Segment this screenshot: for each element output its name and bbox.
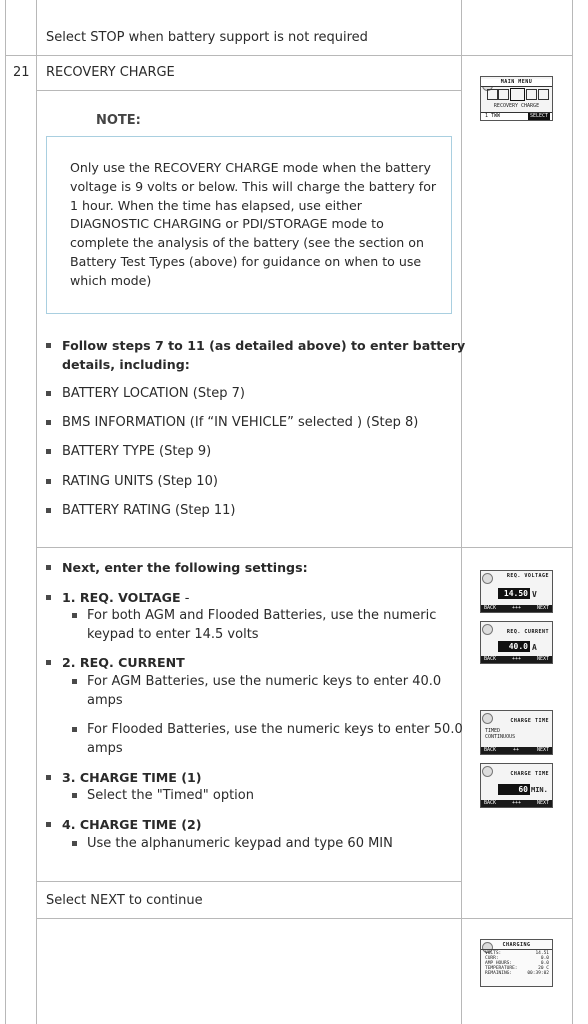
instruction-line: amps — [87, 741, 123, 756]
list-item: BATTERY RATING (Step 11) — [62, 503, 236, 518]
charge-time-value-screen — [480, 763, 553, 808]
charging-labels — [485, 951, 518, 976]
screen-title: CHARGING — [481, 942, 552, 950]
req-voltage-screen — [480, 570, 553, 613]
screen-title: REQ. CURRENT — [506, 629, 549, 635]
note-line: DIAGNOSTIC CHARGING or PDI/STORAGE mode to — [70, 216, 384, 232]
footer-left: 1 TWW — [485, 113, 501, 119]
subrow-divider — [36, 547, 573, 548]
follow-line: Follow steps 7 to 11 (as detailed above) to enter battery — [62, 338, 466, 353]
screen-footer — [481, 747, 552, 754]
stat-value: 0.0 — [540, 956, 549, 961]
menu-icon-box — [526, 89, 537, 100]
current-agm-instruction — [87, 672, 441, 710]
row-divider — [5, 55, 573, 56]
screen-footer — [481, 605, 552, 612]
stat-label: TEMPERATURE: — [485, 966, 518, 971]
bullet-icon — [46, 391, 51, 396]
follow-line: details, including: — [62, 357, 190, 372]
back-key: BACK — [484, 656, 497, 662]
charge-time-value: 60 — [498, 784, 530, 795]
note-line: which mode) — [70, 272, 152, 288]
mid-key: +++ — [512, 605, 522, 611]
follow-steps-text — [62, 336, 465, 374]
table-outer-left — [5, 0, 6, 1024]
note-line: 1 hour. When the time has elapsed, use either — [70, 197, 362, 213]
instruction-line: For both AGM and Flooded Batteries, use the numeric — [87, 608, 437, 623]
bullet-icon — [46, 595, 51, 600]
next-key: NEXT — [536, 605, 549, 611]
charge-time-unit: MIN. — [531, 786, 548, 794]
main-menu-screen — [480, 76, 553, 121]
screen-title: REQ. VOLTAGE — [506, 573, 549, 579]
back-key: BACK — [484, 605, 497, 611]
bullet-icon — [72, 841, 77, 846]
bullet-icon — [46, 660, 51, 665]
bullet-icon — [72, 613, 77, 618]
bullet-icon — [46, 822, 51, 827]
bullet-icon — [46, 508, 51, 513]
menu-icon-box — [487, 89, 498, 100]
stat-value: 00:39:02 — [527, 971, 549, 976]
current-value: 40.0 — [498, 641, 530, 652]
stat-label: VOLTS: — [485, 951, 502, 956]
step-title: RECOVERY CHARGE — [46, 65, 175, 80]
note-text — [70, 159, 445, 291]
stat-value: 14.51 — [535, 951, 549, 956]
screen-title: CHARGE TIME — [510, 718, 549, 724]
bullet-icon — [46, 343, 51, 348]
instruction-line: keypad to enter 14.5 volts — [87, 627, 259, 642]
menu-icon-selected — [510, 88, 525, 101]
stat-label: AMP HOURS: — [485, 961, 513, 966]
bullet-icon — [72, 727, 77, 732]
note-line: voltage is 9 volts or below. This will charge the battery for — [70, 178, 437, 194]
bullet-icon — [46, 449, 51, 454]
current-flooded-instruction — [87, 720, 463, 758]
footer-right: SELECT — [529, 113, 548, 119]
step-number: 21 — [13, 65, 30, 80]
note-line: Only use the RECOVERY CHARGE mode when the battery — [70, 160, 431, 175]
next-key: NEXT — [536, 656, 549, 662]
current-label: 2. REQ. CURRENT — [62, 655, 185, 670]
instruction-line: For Flooded Batteries, use the numeric keys to enter 50.0 — [87, 722, 463, 737]
note-label: NOTE: — [96, 113, 141, 128]
req-current-screen — [480, 621, 553, 664]
screen-caption: RECOVERY CHARGE — [493, 103, 540, 109]
voltage-label: 1. REQ. VOLTAGE — [62, 590, 181, 605]
mid-key: +++ — [512, 656, 522, 662]
next-key: NEXT — [536, 747, 549, 753]
bullet-icon — [46, 479, 51, 484]
bullet-icon — [46, 565, 51, 570]
table-number-col-rule — [36, 0, 37, 1024]
next-key: NEXT — [536, 800, 549, 806]
bullet-icon — [72, 793, 77, 798]
settings-intro: Next, enter the following settings: — [62, 560, 308, 575]
instruction-line: For AGM Batteries, use the numeric keys to enter 40.0 — [87, 674, 442, 689]
note-box — [46, 136, 452, 314]
voltage-value: 14.50 — [498, 588, 530, 599]
stat-label: CURR: — [485, 956, 499, 961]
charging-values — [527, 951, 549, 976]
screen-title: CHARGE TIME — [510, 771, 549, 777]
screen-footer — [481, 656, 552, 663]
list-item: BATTERY LOCATION (Step 7) — [62, 386, 245, 401]
list-item: BATTERY TYPE (Step 9) — [62, 444, 212, 459]
table-outer-right — [572, 0, 573, 1024]
note-line: Battery Test Types (above) for guidance on when to use — [70, 253, 422, 269]
subrow-divider — [36, 918, 573, 919]
menu-icon-box — [498, 89, 509, 100]
voltage-suffix: - — [180, 591, 190, 606]
list-item: RATING UNITS (Step 10) — [62, 474, 218, 489]
screen-footer — [481, 112, 552, 120]
charge-time-option-screen — [480, 710, 553, 755]
charge-time2-instruction: Use the alphanumeric keypad and type 60 MIN — [87, 836, 393, 851]
charge-time2-label: 4. CHARGE TIME (2) — [62, 817, 202, 832]
voltage-instruction — [87, 606, 436, 644]
stat-value: 0.0 — [540, 961, 549, 966]
stop-instruction: Select STOP when battery support is not required — [46, 30, 368, 45]
charging-screen — [480, 939, 553, 987]
option-timed: TIMED — [485, 728, 501, 734]
next-instruction: Select NEXT to continue — [46, 893, 203, 908]
menu-icon-box — [538, 89, 549, 100]
back-key: BACK — [484, 800, 497, 806]
table-image-col-rule — [461, 0, 462, 1024]
subrow-divider — [36, 90, 462, 91]
back-key: BACK — [484, 747, 497, 753]
current-unit: A — [532, 643, 537, 652]
charge-time1-instruction: Select the "Timed" option — [87, 788, 254, 803]
bullet-icon — [46, 420, 51, 425]
option-continuous: CONTINUOUS — [485, 734, 516, 740]
voltage-unit: V — [532, 590, 537, 599]
voltage-heading — [62, 588, 189, 608]
list-item: BMS INFORMATION (If “IN VEHICLE” selected ) (Step 8) — [62, 415, 419, 430]
screen-footer — [481, 800, 552, 807]
charge-time1-label: 3. CHARGE TIME (1) — [62, 770, 202, 785]
bullet-icon — [72, 679, 77, 684]
screen-title: MAIN MENU — [481, 79, 552, 87]
bullet-icon — [46, 775, 51, 780]
note-line: complete the analysis of the battery (see the section on — [70, 235, 424, 251]
mid-key: +++ — [512, 800, 522, 806]
mid-key: ++ — [513, 747, 520, 753]
subrow-divider — [36, 881, 462, 882]
stat-label: REMAINING: — [485, 971, 513, 976]
instruction-line: amps — [87, 693, 123, 708]
stat-value: 20 C — [538, 966, 549, 971]
